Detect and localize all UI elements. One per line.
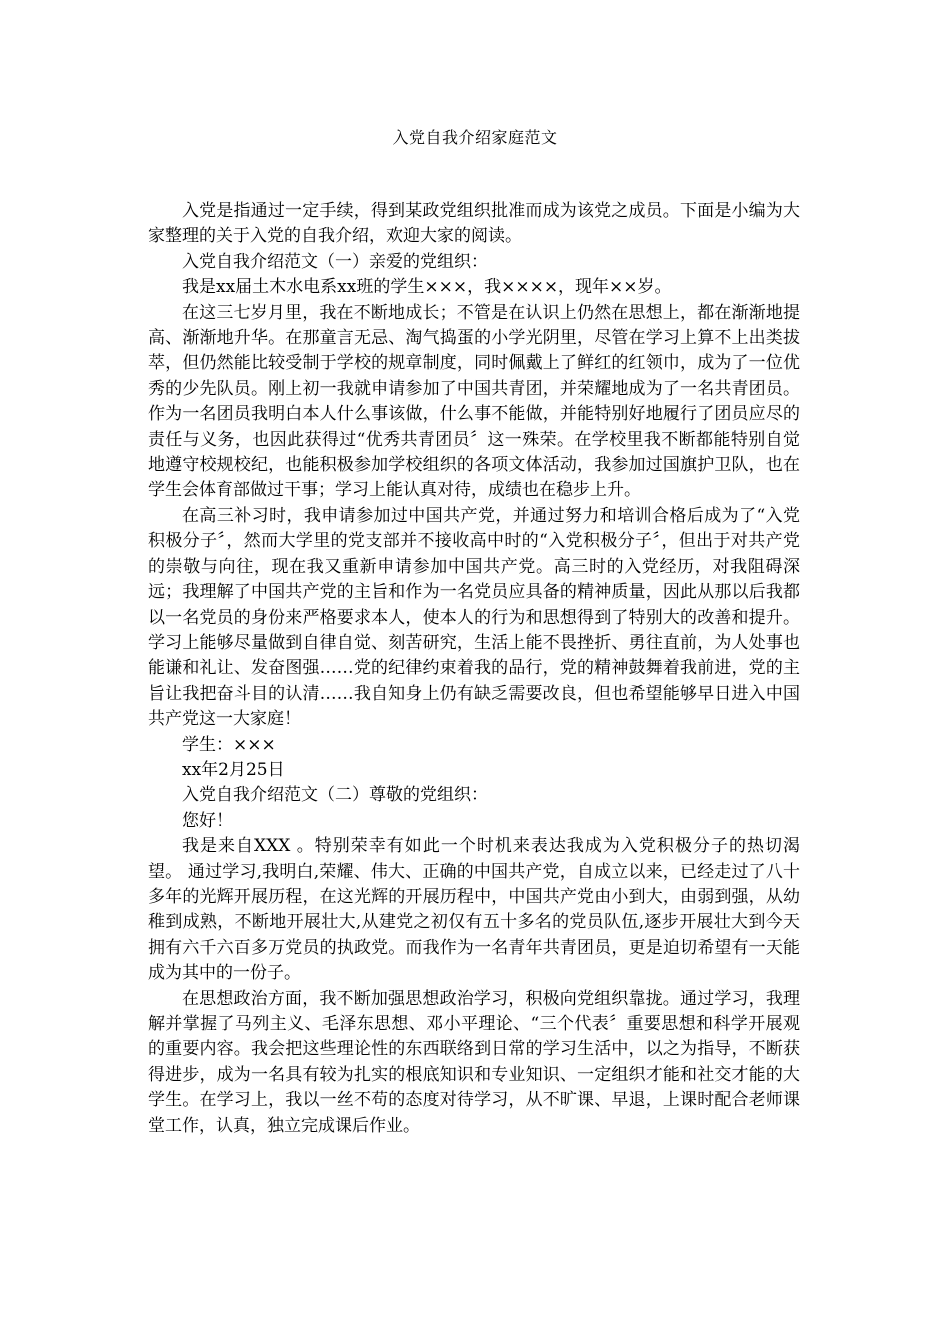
paragraph-signature-student: 学生：××× — [182, 734, 276, 755]
paragraph-self-identity: 我是xx届土木水电系xx班的学生×××，我××××，现年××岁。 — [182, 277, 672, 298]
document-body — [148, 199, 800, 1139]
paragraph-aspiration: 我是来自XXX 。特别荣幸有如此一个时机来表达我成为入党积极分子的热切渴望。 通过学习,我明白,荣耀、伟大、正确的中国共产党，自成立以来，已经走过了八十多年的光辉开展历程，在这光辉的开展历程中，中国共产党由小到大，由弱到强，从幼稚到成熟，不断地开展壮大,从建党之初仅有五十多名的党员队伍,逐步开展壮大到今天拥有六千六百多万党员的执政党。而我作为一名青年共青团员，更是迫切希望有一天能成为其中的一份子。 — [148, 836, 800, 984]
paragraph-greeting: 您好！ — [182, 810, 233, 831]
document-title: 入党自我介绍家庭范文 — [392, 128, 558, 147]
paragraph-growth: 在这三七岁月里，我在不断地成长；不管是在认识上仍然在思想上，都在渐渐地提高、渐渐地升华。在那童言无忌、淘气捣蛋的小学光阴里，尽管在学习上算不上出类拔萃，但仍然能比较受制于学校的规章制度，同时佩戴上了鲜红的红领巾，成为了一位优秀的少先队员。刚上初一我就申请参加了中国共青团，并荣耀地成为了一名共青团员。作为一名团员我明白本人什么事该做，什么事不能做，并能特别好地履行了团员应尽的责任与义务，也因此获得过“优秀共青团员〞这一殊荣。在学校里我不断都能特别自觉地遵守校规校纪，也能积极参加学校组织的各项文体活动，我参加过国旗护卫队，也在学生会体育部做过干事；学习上能认真对待，成绩也在稳步上升。 — [148, 302, 800, 501]
paragraph-sample-two-heading: 入党自我介绍范文（二）尊敬的党组织： — [182, 785, 488, 806]
paragraph-sample-one-heading: 入党自我介绍范文（一）亲爱的党组织： — [182, 251, 488, 272]
paragraph-signature-date: xx年2月25日 — [182, 759, 285, 780]
paragraph-intro: 入党是指通过一定手续，得到某政党组织批准而成为该党之成员。下面是小编为大家整理的关于入党的自我介绍，欢迎大家的阅读。 — [148, 201, 800, 247]
paragraph-political-study: 在思想政治方面，我不断加强思想政治学习，积极向党组织靠拢。通过学习，我理解并掌握了马列主义、毛泽东思想、邓小平理论、“三个代表〞重要思想和科学开展观的重要内容。我会把这些理论性的东西联络到日常的学习生活中，以之为指导，不断获得进步，成为一名具有较为扎实的根底知识和专业知识、一定组织才能和社交才能的大学生。在学习上，我以一丝不苟的态度对待学习，从不旷课、早退，上课时配合老师课堂工作，认真，独立完成课后作业。 — [148, 988, 800, 1136]
paragraph-party-application: 在高三补习时，我申请参加过中国共产党，并通过努力和培训合格后成为了“入党积极分子〞，然而大学里的党支部并不接收高中时的“入党积极分子〞，但出于对共产党的崇敬与向往，现在我又重新申请参加中国共产党。高三时的入党经历，对我阻碍深远；我理解了中国共产党的主旨和作为一名党员应具备的精神质量，因此从那以后我都以一名党员的身份来严格要求本人，使本人的行为和思想得到了特别大的改善和提升。学习上能够尽量做到自律自觉、刻苦研究，生活上能不畏挫折、勇往直前，为人处事也能谦和礼让、发奋图强……党的纪律约束着我的品行，党的精神鼓舞着我前进，党的主旨让我把奋斗目的认清……我自知身上仍有缺乏需要改良，但也希望能够早日进入中国共产党这一大家庭！ — [148, 505, 800, 730]
